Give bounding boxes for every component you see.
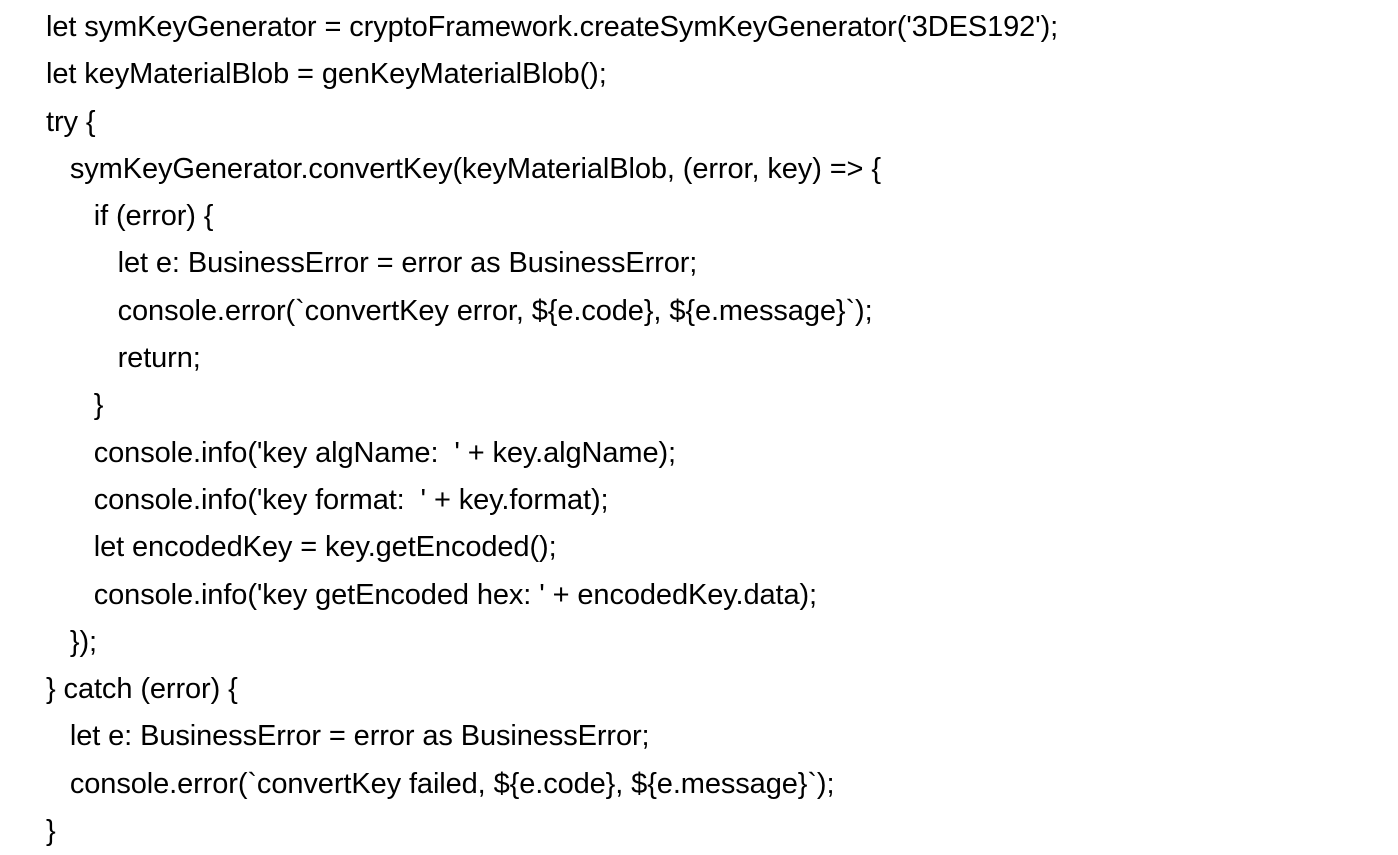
code-line: let e: BusinessError = error as BusinessError; <box>46 247 698 280</box>
code-line: }); <box>46 625 97 658</box>
code-line: } <box>46 815 56 848</box>
code-line: let encodedKey = key.getEncoded(); <box>46 531 557 564</box>
code-line: } catch (error) { <box>46 673 238 706</box>
code-line: let symKeyGenerator = cryptoFramework.createSymKeyGenerator('3DES192'); <box>46 11 1059 43</box>
code-line: return; <box>46 342 201 375</box>
code-line: let e: BusinessError = error as BusinessError; <box>46 720 650 753</box>
code-line: if (error) { <box>46 200 214 233</box>
code-line: } <box>46 389 104 422</box>
code-line: symKeyGenerator.convertKey(keyMaterialBlob, (error, key) => { <box>46 152 881 185</box>
code-line: console.error(`convertKey error, ${e.code}, ${e.message}`); <box>46 294 873 327</box>
code-line: console.error(`convertKey failed, ${e.code}, ${e.message}`); <box>46 767 835 800</box>
code-line: console.info('key format: ' + key.format); <box>46 483 609 516</box>
code-line: let keyMaterialBlob = genKeyMaterialBlob(); <box>46 58 607 91</box>
code-line: console.info('key getEncoded hex: ' + encodedKey.data); <box>46 578 818 611</box>
code-line: console.info('key algName: ' + key.algName); <box>46 436 677 469</box>
code-line: try { <box>46 105 96 138</box>
